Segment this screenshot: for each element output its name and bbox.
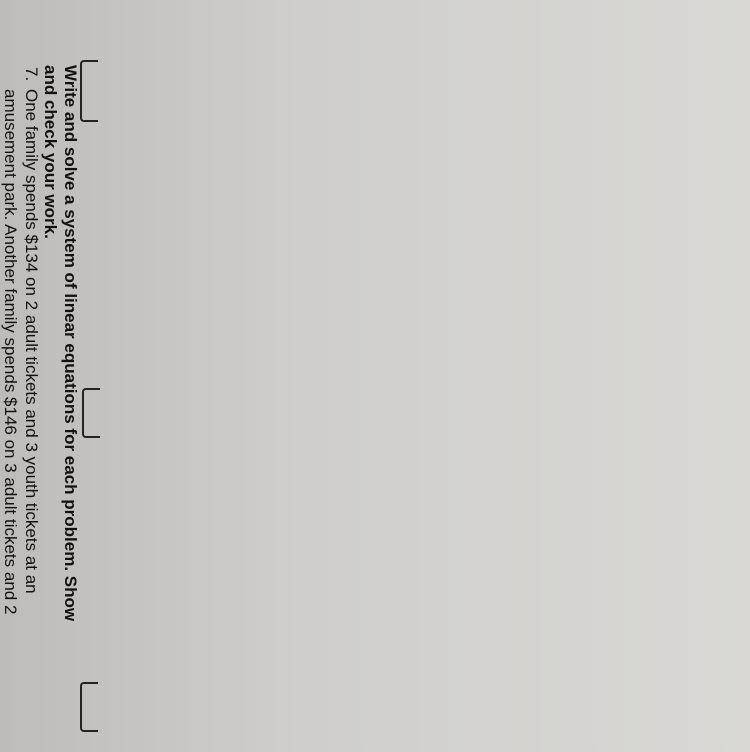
problem-7-line-2: amusement park. Another family spends $146 on 3 adult tickets and 2	[1, 89, 20, 615]
instructions-line-2: and check your work.	[41, 65, 60, 239]
answer-bracket-1	[80, 60, 98, 122]
answer-bracket-2	[82, 388, 100, 438]
problem-7-line-1: One family spends $134 on 2 adult tickets and 3 youth tickets at an	[22, 89, 41, 594]
answer-bracket-3	[80, 682, 98, 732]
instructions-line-1: Write and solve a system of linear equations for each problem. Show	[61, 65, 80, 622]
problem-7-number: 7.	[22, 67, 41, 82]
